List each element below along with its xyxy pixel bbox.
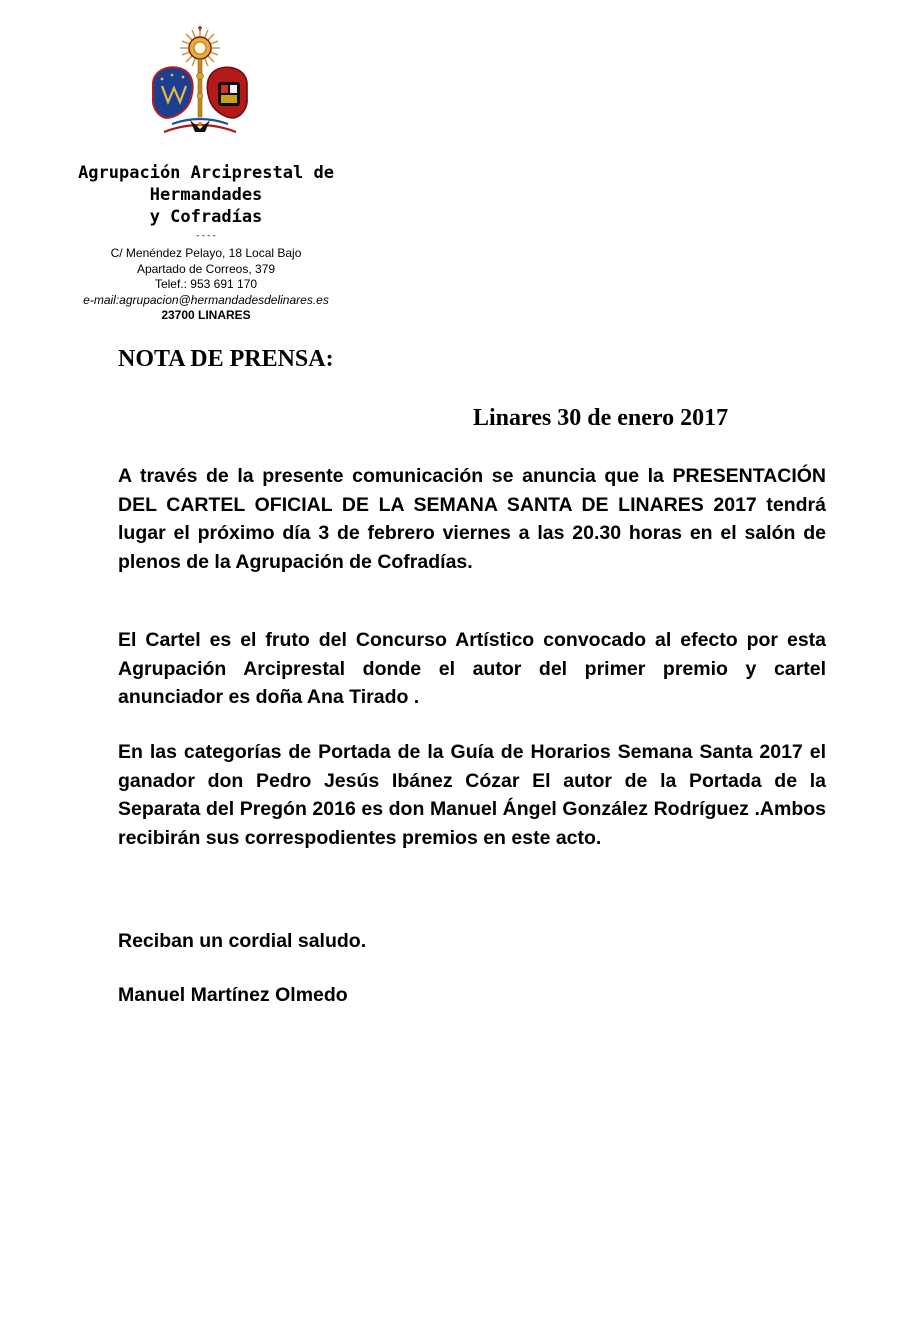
press-release-title: NOTA DE PRENSA: — [118, 346, 334, 372]
body-paragraph-2: El Cartel es el fruto del Concurso Artístico convocado al efecto por esta Agrupación Arciprestal donde el autor del primer premio y cartel anunciador es doña Ana Tirado . — [118, 629, 826, 708]
org-name-line-3: y Cofradías — [149, 207, 263, 227]
street-address: C/ Menéndez Pelayo, 18 Local Bajo — [110, 246, 302, 260]
phone-number: Telef.: 953 691 170 — [154, 277, 258, 291]
po-box: Apartado de Correos, 379 — [136, 261, 276, 276]
brotherhood-emblem-logo — [148, 26, 252, 138]
closing-greeting: Reciban un cordial saludo. — [118, 930, 367, 952]
organization-name — [40, 162, 372, 228]
address-block — [40, 246, 372, 324]
postal-city: 23700 LINARES — [161, 308, 251, 322]
signature-name: Manuel Martínez Olmedo — [118, 984, 348, 1006]
email-address: e-mail:agrupacion@hermandadesdelinares.es — [83, 292, 329, 307]
org-name-line-2: Hermandades — [149, 185, 263, 205]
document-date: Linares 30 de enero 2017 — [473, 405, 729, 431]
body-paragraph-1: A través de la presente comunicación se anuncia que la PRESENTACIÓN DEL CARTEL OFICIAL DE LA SEMANA SANTA DE LINARES 2017 tendrá lugar el próximo día 3 de febrero viernes a las 20.30 horas en el salón de plenos de la Agrupación de Cofradías. — [118, 465, 826, 573]
org-name-line-1: Agrupación Arciprestal de — [78, 163, 334, 183]
letterhead-separator: ---- — [195, 231, 217, 241]
body-paragraph-3: En las categorías de Portada de la Guía de Horarios Semana Santa 2017 el ganador don Pedro Jesús Ibánez Cózar El autor de la Portada de la Separata del Pregón 2016 es don Manuel Ángel González Rodríguez .Ambos recibirán sus correspodientes premios en este acto. — [118, 741, 826, 849]
